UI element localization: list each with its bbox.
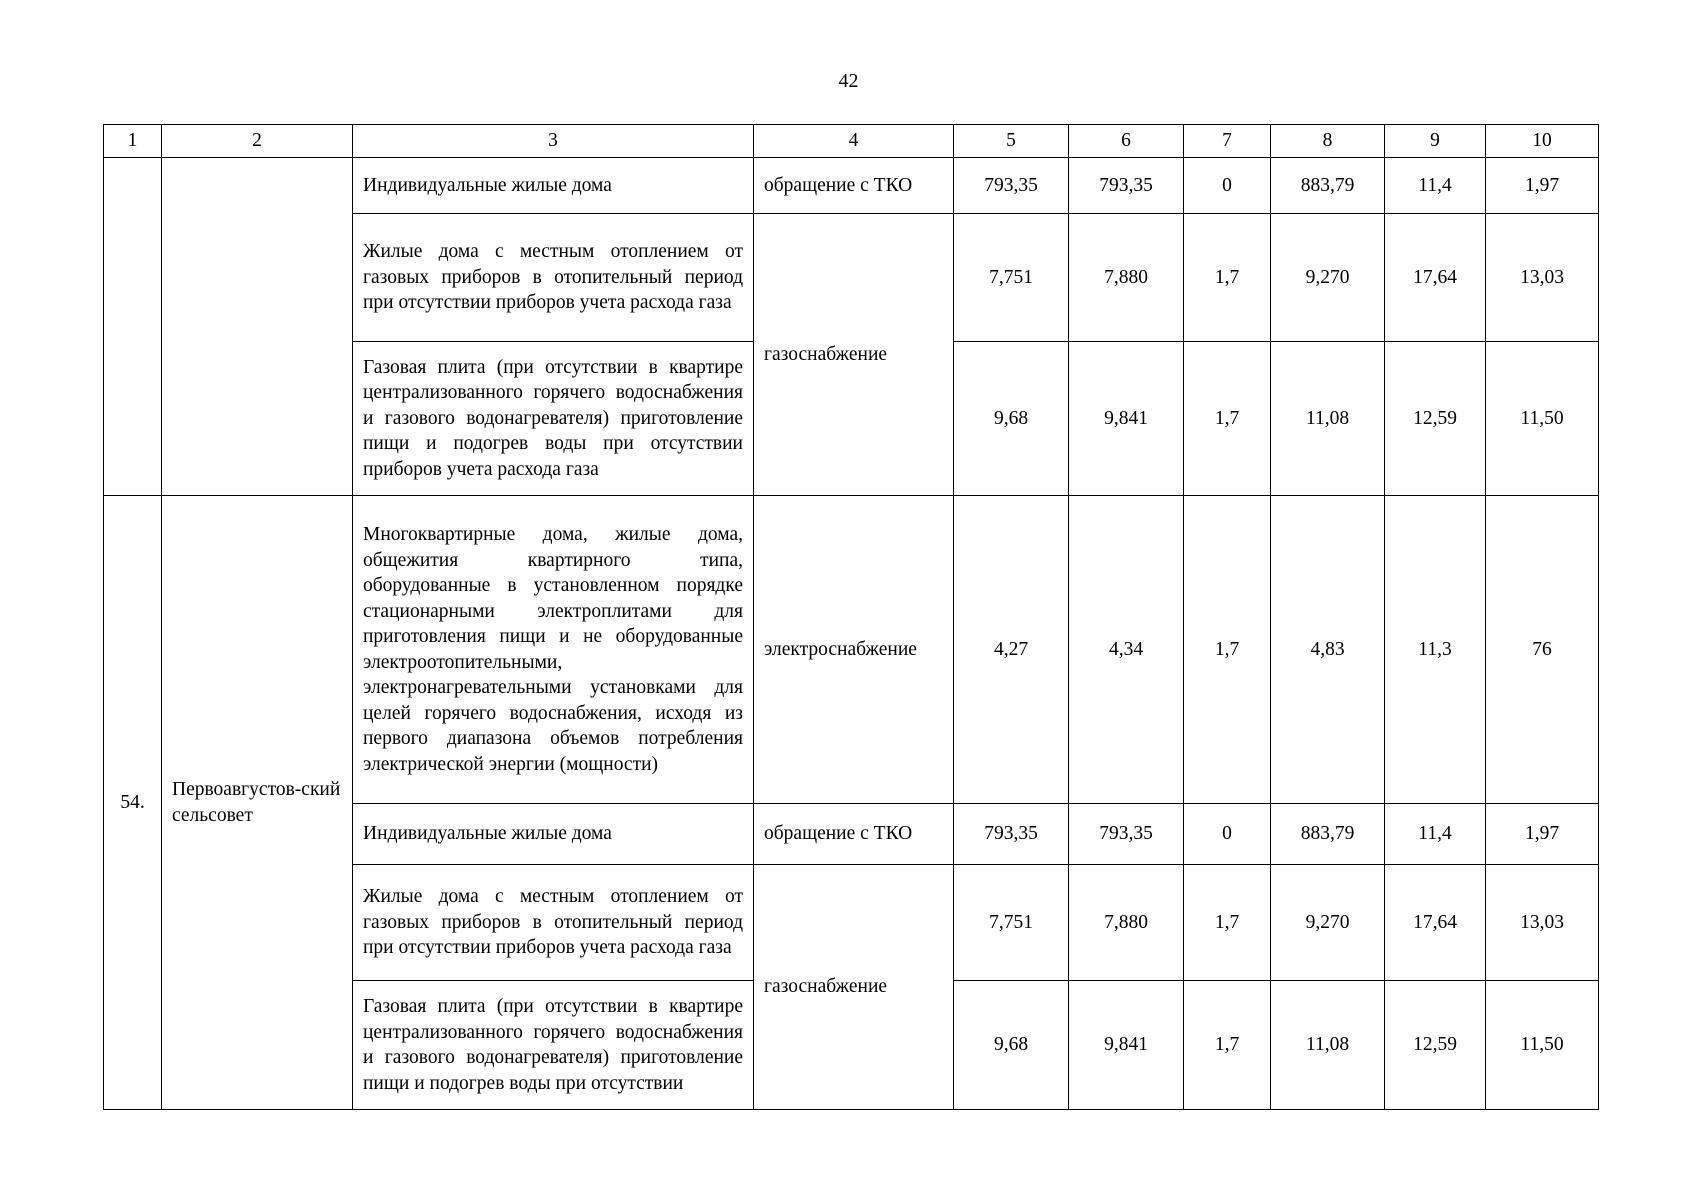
tariff-table [103,124,1599,1110]
value-cell: 1,97 [1486,158,1599,214]
value-cell: 1,97 [1486,804,1599,865]
municipality-name: Первоавгустов-ский сельсовет [162,496,353,1110]
value-cell: 0 [1184,158,1271,214]
value-cell: 0 [1184,804,1271,865]
value-cell: 793,35 [1069,804,1184,865]
value-cell: 17,64 [1385,214,1486,342]
value-cell: 7,880 [1069,214,1184,342]
consumer-category: Газовая плита (при отсутствии в квартире централизованного горячего водоснабжения и газового водонагревателя) приготовление пищи и подогрев воды при отсутствии [353,981,754,1110]
service-type: обращение с ТКО [754,804,954,865]
entry-number: 54. [104,496,162,1110]
value-cell: 7,751 [954,214,1069,342]
value-cell: 17,64 [1385,865,1486,981]
value-cell: 11,08 [1271,342,1385,496]
value-cell: 9,841 [1069,342,1184,496]
value-cell: 9,68 [954,981,1069,1110]
header-cell: 5 [954,125,1069,158]
header-cell: 10 [1486,125,1599,158]
value-cell: 12,59 [1385,981,1486,1110]
value-cell: 9,68 [954,342,1069,496]
header-row [104,125,1599,158]
value-cell: 12,59 [1385,342,1486,496]
entry-name-cell [162,158,353,496]
value-cell: 13,03 [1486,865,1599,981]
table-row [104,158,1599,214]
header-cell: 1 [104,125,162,158]
value-cell: 1,7 [1184,342,1271,496]
value-cell: 11,50 [1486,981,1599,1110]
value-cell: 11,4 [1385,158,1486,214]
value-cell: 7,880 [1069,865,1184,981]
service-type: электроснабжение [754,496,954,804]
value-cell: 11,50 [1486,342,1599,496]
table-row [104,496,1599,804]
service-type: газоснабжение [754,214,954,496]
consumer-category: Многоквартирные дома, жилые дома, общежития квартирного типа, оборудованные в установленном порядке стационарными электроплитами для приготовления пищи и не оборудованные электроотопительными, электронагревательными установками для целей горячего водоснабжения, исходя из первого диапазона объемов потребления электрической энергии (мощности) [353,496,754,804]
consumer-category: Жилые дома с местным отоплением от газовых приборов в отопительный период при отсутствии приборов учета расхода газа [353,214,754,342]
value-cell: 76 [1486,496,1599,804]
value-cell: 9,270 [1271,214,1385,342]
value-cell: 13,03 [1486,214,1599,342]
value-cell: 1,7 [1184,865,1271,981]
header-cell: 3 [353,125,754,158]
header-cell: 7 [1184,125,1271,158]
value-cell: 1,7 [1184,214,1271,342]
value-cell: 11,4 [1385,804,1486,865]
header-cell: 6 [1069,125,1184,158]
header-cell: 4 [754,125,954,158]
value-cell: 883,79 [1271,804,1385,865]
header-cell: 9 [1385,125,1486,158]
value-cell: 11,08 [1271,981,1385,1110]
consumer-category: Индивидуальные жилые дома [353,804,754,865]
consumer-category: Жилые дома с местным отоплением от газовых приборов в отопительный период при отсутствии приборов учета расхода газа [353,865,754,981]
value-cell: 9,841 [1069,981,1184,1110]
value-cell: 4,83 [1271,496,1385,804]
service-type: газоснабжение [754,865,954,1110]
service-type: обращение с ТКО [754,158,954,214]
value-cell: 793,35 [954,804,1069,865]
value-cell: 1,7 [1184,496,1271,804]
value-cell: 9,270 [1271,865,1385,981]
value-cell: 4,34 [1069,496,1184,804]
header-cell: 2 [162,125,353,158]
value-cell: 883,79 [1271,158,1385,214]
consumer-category: Индивидуальные жилые дома [353,158,754,214]
page-number: 42 [838,70,859,92]
header-cell: 8 [1271,125,1385,158]
entry-number-cell [104,158,162,496]
value-cell: 4,27 [954,496,1069,804]
value-cell: 7,751 [954,865,1069,981]
value-cell: 11,3 [1385,496,1486,804]
consumer-category: Газовая плита (при отсутствии в квартире централизованного горячего водоснабжения и газового водонагревателя) приготовление пищи и подогрев воды при отсутствии приборов учета расхода газа [353,342,754,496]
value-cell: 793,35 [1069,158,1184,214]
value-cell: 1,7 [1184,981,1271,1110]
value-cell: 793,35 [954,158,1069,214]
